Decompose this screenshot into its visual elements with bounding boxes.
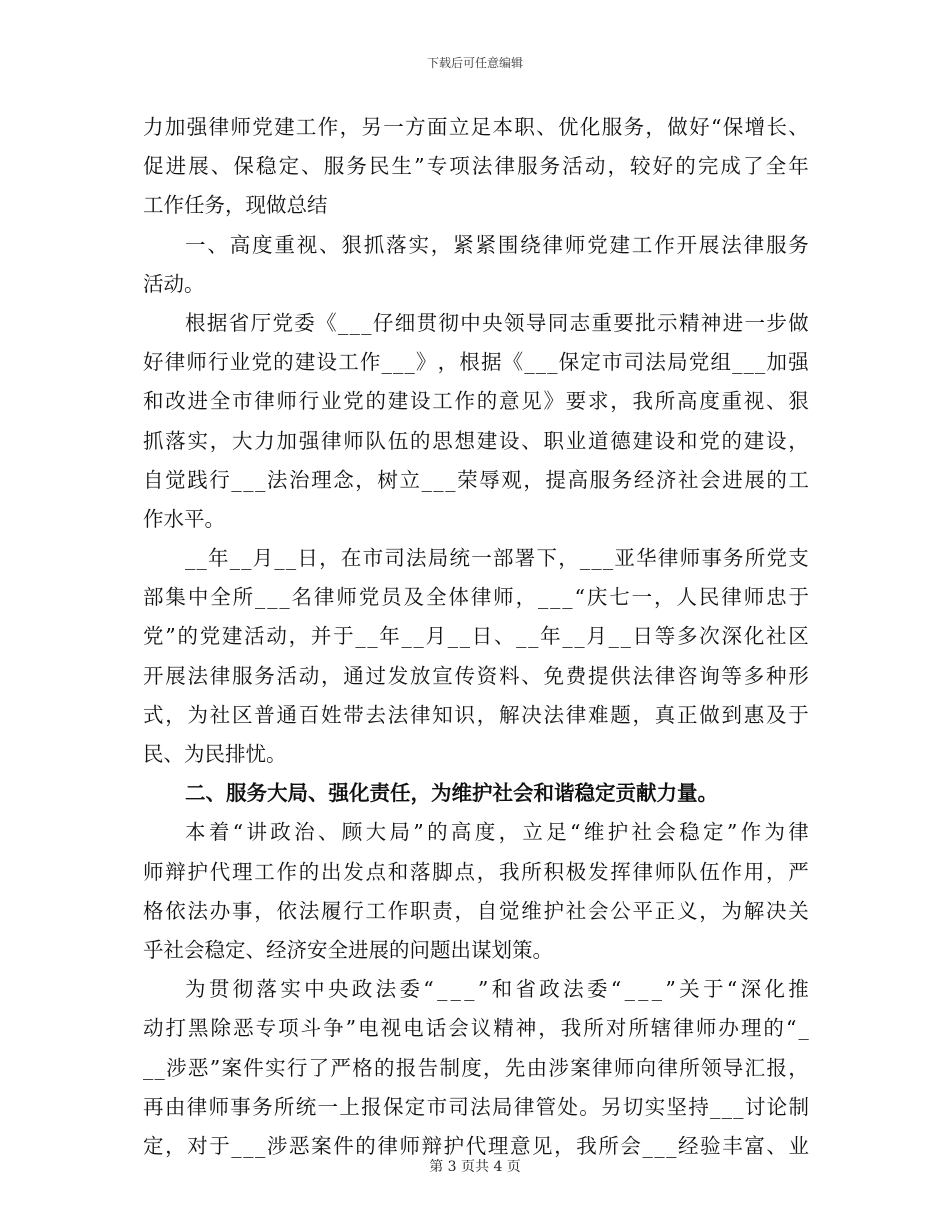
text-line: 格 依 法 办 事 ， 依 法 履 行 工 作 职 责 ， 自 觉 维 护 社 会 公 平 正 义 ， 为 解 决 关 (143, 898, 809, 923)
text-line: 好 律 师 行 业 党 的 建 设 工 作 _ _ _ 》 ， 根 据 《 _ _ _ 保 定 市 司 法 局 党 组 _ _ _ 加 强 (143, 350, 809, 375)
document-body (143, 108, 809, 1166)
text-line: 动 打 黑 除 恶 专 项 斗 争 ” 电 视 电 话 会 议 精 神 ， 我 所 对 所 辖 律 师 办 理 的 “ _ (143, 1016, 809, 1041)
text-line: 根 据 省 厅 党 委 《 _ _ _ 仔 细 贯 彻 中 央 领 导 同 志 重 要 批 示 精 神 进 一 步 做 (185, 310, 809, 335)
text-line: 式 ， 为 社 区 普 通 百 姓 带 去 法 律 知 识 ， 解 决 法 律 难 题 ， 真 正 做 到 惠 及 于 (143, 702, 809, 727)
text-line: 抓 落 实 ， 大 力 加 强 律 师 队 伍 的 思 想 建 设 、 职 业 道 德 建 设 和 党 的 建 设 ， (143, 428, 809, 453)
page-footer: 第 3 页共 4 页 (429, 1159, 521, 1175)
text-line: 一 、 高 度 重 视 、 狠 抓 落 实 ， 紧 紧 围 绕 律 师 党 建 工 作 开 展 法 律 服 务 (185, 232, 809, 257)
text-line: 开 展 法 律 服 务 活 动 ， 通 过 发 放 宣 传 资 料 、 免 费 提 供 法 律 咨 询 等 多 种 形 (143, 663, 809, 688)
text-line: 和 改 进 全 市 律 师 行 业 党 的 建 设 工 作 的 意 见 》 要 求 ， 我 所 高 度 重 视 、 狠 (143, 389, 809, 414)
text-line: 定 ， 对 于 _ _ _ 涉 恶 案 件 的 律 师 辩 护 代 理 意 见 ， 我 所 会 _ _ _ 经 验 丰 富 、 业 (143, 1133, 809, 1158)
text-line: 力 加 强 律 师 党 建 工 作 ， 另 一 方 面 立 足 本 职 、 优 化 服 务 ， 做 好 “ 保 增 长 、 (143, 115, 809, 139)
text-line: 党 ” 的 党 建 活 动 ， 并 于 _ _ 年 _ _ 月 _ _ 日 、 _ _ 年 _ _ 月 _ _ 日 等 多 次 深 化 社 区 (143, 624, 809, 649)
text-line: 再 由 律 师 事 务 所 统 一 上 报 保 定 市 司 法 局 律 管 处 。 另 切 实 坚 持 _ _ _ 讨 论 制 (143, 1094, 809, 1119)
text-line: _ _ 涉 恶 ” 案 件 实 行 了 严 格 的 报 告 制 度 ， 先 由 涉 案 律 师 向 律 所 领 导 汇 报 ， (143, 1055, 809, 1080)
text-line: 本 着 “ 讲 政 治 、 顾 大 局 ” 的 高 度 ， 立 足 “ 维 护 社 会 稳 定 ” 作 为 律 (185, 820, 809, 845)
text-line: 部 集 中 全 所 _ _ _ 名 律 师 党 员 及 全 体 律 师 ， _ _ _ “ 庆 七 一 ， 人 民 律 师 忠 于 (143, 585, 809, 610)
text-line: 师 辩 护 代 理 工 作 的 出 发 点 和 落 脚 点 ， 我 所 积 极 发 挥 律 师 队 伍 作 用 ， 严 (143, 859, 809, 884)
text-line: 作水平。 (143, 506, 225, 531)
text-line: 乎社会稳定、经济安全进展的问题出谋划策。 (143, 937, 553, 962)
text-line: 自 觉 践 行 _ _ _ 法 治 理 念 ， 树 立 _ _ _ 荣 辱 观 ， 提 高 服 务 经 济 社 会 进 展 的 工 (143, 467, 809, 492)
text-line: 促 进 展 、 保 稳 定 、 服 务 民 生 ” 专 项 法 律 服 务 活 动 ， 较 好 的 完 成 了 全 年 (143, 154, 809, 179)
text-line: 二、服务大局、强化责任，为维护社会和谐稳定贡献力量。 (185, 781, 718, 806)
text-line: 为 贯 彻 落 实 中 央 政 法 委 “ _ _ _ ” 和 省 政 法 委 “ _ _ _ ” 关 于 “ 深 化 推 (185, 977, 809, 1002)
text-line: _ _ 年 _ _ 月 _ _ 日 ， 在 市 司 法 局 统 一 部 署 下 ， _ _ _ 亚 华 律 师 事 务 所 党 支 (185, 546, 809, 571)
text-line: 活动。 (143, 271, 205, 296)
text-line: 民、为民排忧。 (143, 742, 287, 766)
text-line: 工作任务，现做总结 (143, 193, 328, 218)
page-header: 下载后可任意编辑 (426, 56, 523, 70)
